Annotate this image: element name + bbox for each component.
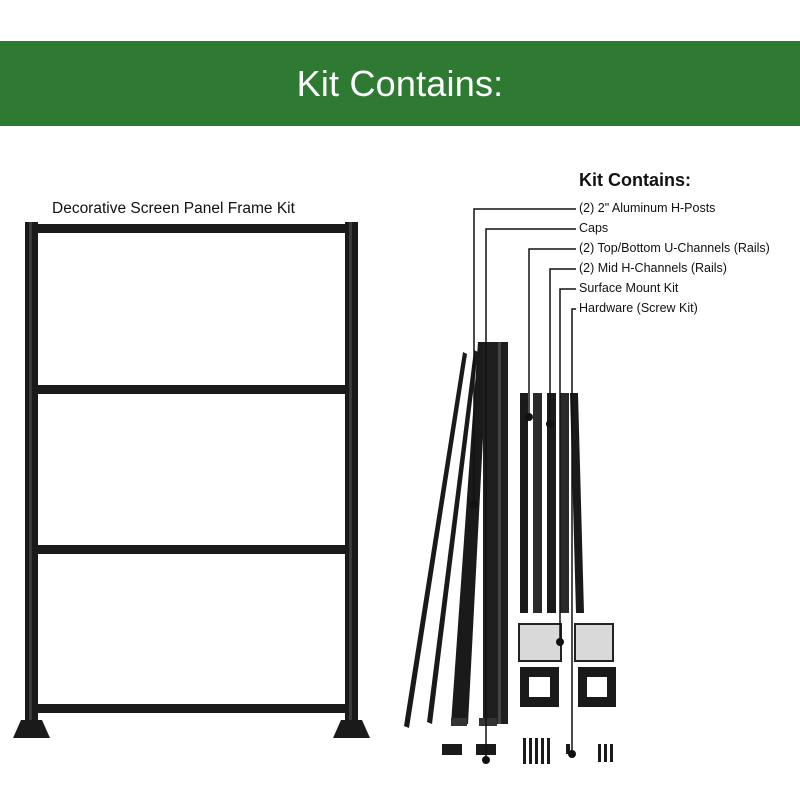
left-post (25, 222, 38, 720)
banner-title: Kit Contains: (296, 62, 504, 104)
h-posts-parts (404, 342, 508, 728)
left-base-plate (13, 720, 50, 738)
mid-rail-lower (38, 545, 345, 554)
surface-mount-parts (519, 624, 616, 707)
assembled-frame (13, 222, 370, 738)
right-post (345, 222, 358, 720)
kit-item-h-posts: (2) 2" Aluminum H-Posts (579, 201, 716, 215)
kit-item-surface-mount: Surface Mount Kit (579, 281, 679, 295)
top-rail (38, 224, 345, 233)
bottom-rail (38, 704, 345, 713)
mid-rail-upper (38, 385, 345, 394)
kit-item-u-channels: (2) Top/Bottom U-Channels (Rails) (579, 241, 770, 255)
caps-parts (442, 744, 496, 755)
kit-item-mid-h-channels: (2) Mid H-Channels (Rails) (579, 261, 727, 275)
screw-kit-parts (523, 738, 613, 764)
kit-contents-heading: Kit Contains: (579, 170, 691, 190)
kit-item-caps: Caps (579, 221, 609, 235)
frame-kit-title: Decorative Screen Panel Frame Kit (52, 200, 295, 217)
right-base-plate (333, 720, 370, 738)
kit-item-hardware: Hardware (Screw Kit) (579, 301, 698, 315)
